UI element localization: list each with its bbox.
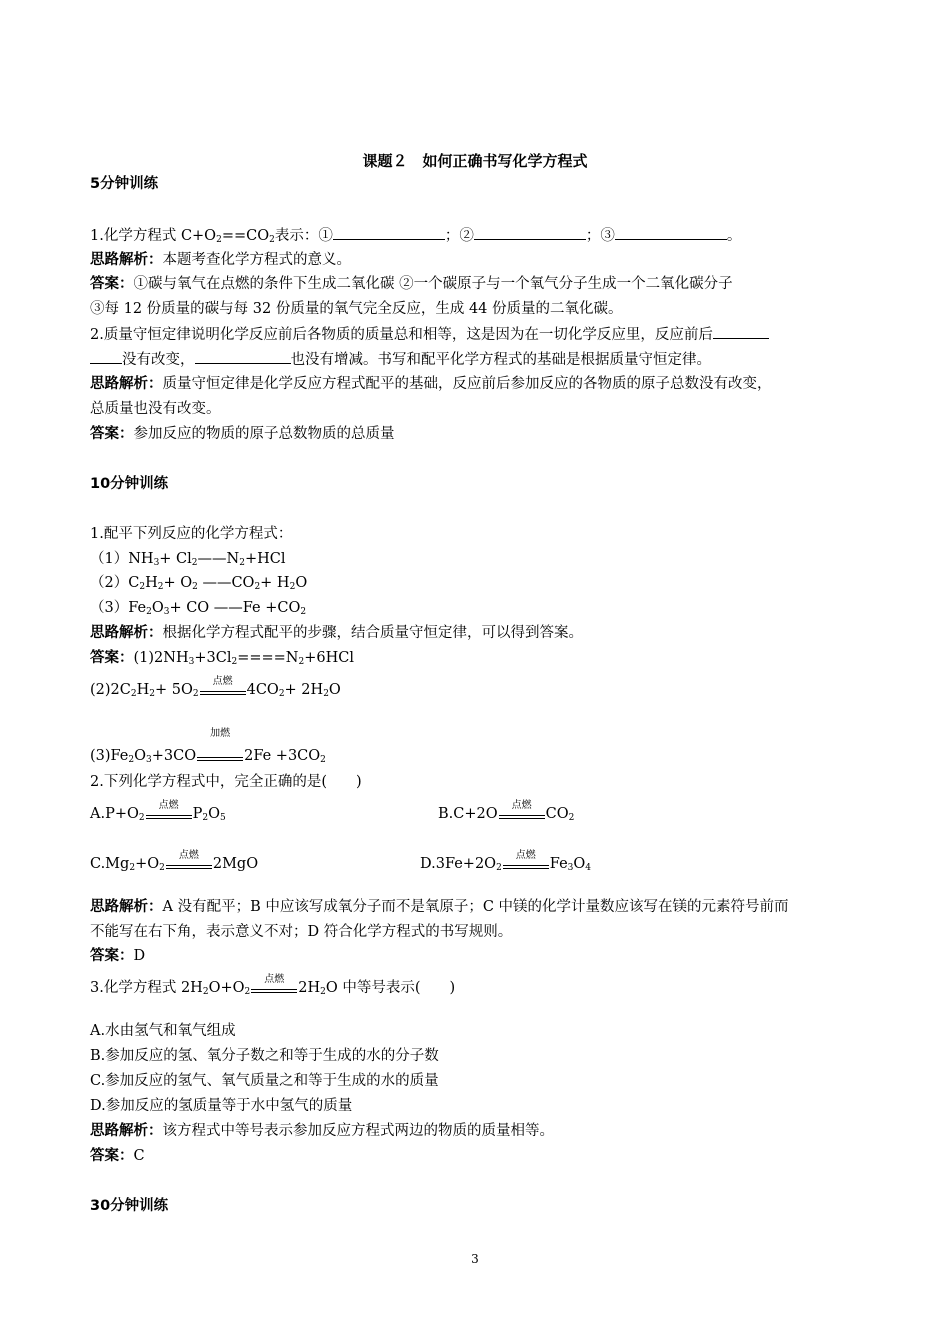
answer-blank[interactable] bbox=[474, 225, 586, 240]
option-d: $D.3Fe+2O_2$ 点燃 $Fe_3O_4$ bbox=[420, 850, 592, 873]
equation-2: $(2)C_2H_2+ O_2$ $——CO_2+ H_2O$ bbox=[90, 575, 308, 592]
option-b: B.参加反应的氢、氧分子数之和等于生成的水的分子数 bbox=[90, 1048, 439, 1064]
analysis-3: 思路解析：该方程式中等号表示参加反应方程式两边的物质的质量相等。 bbox=[90, 1123, 554, 1139]
ignite-condition: 点燃 bbox=[166, 854, 212, 874]
analysis-1: 思路解析：本题考查化学方程式的意义。 bbox=[90, 252, 351, 268]
answer-blank[interactable] bbox=[333, 225, 445, 240]
option-c: C.参加反应的氢气、氧气质量之和等于生成的水的质量 bbox=[90, 1073, 439, 1089]
ignite-condition: 点燃 bbox=[200, 680, 246, 700]
analysis-1: 思路解析：根据化学方程式配平的步骤，结合质量守恒定律，可以得到答案。 bbox=[90, 625, 583, 641]
answer-1-part3: $(3)Fe_2O_3+3CO$ 加燃 $2Fe +3CO_2$ bbox=[90, 728, 326, 765]
analysis-2: 思路解析：质量守恒定律是化学反应方程式配平的基础，反应前后参加反应的各物质的原子总数没有改变， bbox=[90, 376, 772, 392]
ignite-condition: 点燃 bbox=[251, 978, 297, 998]
option-d: D.参加反应的氢质量等于水中氢气的质量 bbox=[90, 1098, 353, 1114]
analysis-2-cont: 总质量也没有改变。 bbox=[90, 401, 221, 417]
section-heading-30min: 30分钟训练 bbox=[90, 1198, 169, 1214]
ignite-condition: 点燃 bbox=[503, 854, 549, 874]
answer-blank[interactable] bbox=[90, 349, 122, 364]
answer-2: 答案：参加反应的物质的原子总数物质的总质量 bbox=[90, 426, 395, 442]
section-heading-5min: 5分钟训练 bbox=[90, 176, 159, 192]
ignite-condition: 点燃 bbox=[499, 804, 545, 824]
question-2: 2.质量守恒定律说明化学反应前后各物质的质量总和相等，这是因为在一切化学反应里，反应前后 bbox=[90, 324, 769, 345]
section-heading-10min: 10分钟训练 bbox=[90, 476, 169, 492]
answer-1: 答案：①碳与氧气在点燃的条件下生成二氧化碳 ②一个碳原子与一个氧气分子生成一个二氧化碳分子 bbox=[90, 276, 733, 292]
answer-1-cont: ③每 12 份质量的碳与每 32 份质量的氧气完全反应，生成 44 份质量的二氧化碳。 bbox=[90, 301, 623, 317]
answer-1-part2: $(2)2C_2H_2+ 5O_2$ 点燃 $4CO_2+ 2H_2O$ bbox=[90, 676, 341, 699]
heat-condition: 加燃 bbox=[197, 742, 243, 766]
question-1: 1.配平下列反应的化学方程式： bbox=[90, 526, 293, 542]
answer-blank[interactable] bbox=[195, 349, 291, 364]
answer-blank[interactable] bbox=[713, 324, 769, 339]
question-2-cont: 没有改变， 也没有增减。书写和配平化学方程式的基础是根据质量守恒定律。 bbox=[90, 349, 711, 370]
answer-1: 答案：$(1)2NH_3+3Cl_2====N_2+6HCl$ bbox=[90, 650, 354, 667]
answer-2: 答案：D bbox=[90, 948, 146, 964]
question-3: 3.化学方程式 $2H_2O+O_2$ 点燃 $2H_2O$ 中等号表示( ) bbox=[90, 974, 456, 997]
analysis-2-cont: 不能写在右下角，表示意义不对；D 符合化学方程式的书写规则。 bbox=[90, 924, 513, 940]
option-b: B.C+2O 点燃 $CO_2$ bbox=[438, 800, 575, 823]
option-c: $C.Mg_2+O_2$ 点燃 2MgO bbox=[90, 850, 259, 873]
answer-3: 答案：C bbox=[90, 1148, 145, 1164]
page-title: 课题２ 如何正确书写化学方程式 bbox=[362, 152, 588, 170]
equation-1: $(1)NH_3+$ $Cl_2——N_2+HCl$ bbox=[90, 551, 286, 568]
analysis-2: 思路解析：A 没有配平；B 中应该写成氧分子而不是氧原子；C 中镁的化学计量数应该写在镁的元素符号前而 bbox=[90, 899, 789, 915]
ignite-condition: 点燃 bbox=[146, 804, 192, 824]
equation-3: $(3)Fe_2O_3+$ CO ——Fe $+CO_2$ bbox=[90, 600, 307, 617]
option-a: $A.P+O_2$ 点燃 $P_2O_5$ bbox=[90, 800, 226, 823]
option-a: A.水由氢气和氧气组成 bbox=[90, 1023, 236, 1039]
question-2: 2.下列化学方程式中，完全正确的是( ) bbox=[90, 774, 362, 790]
question-1: 1.化学方程式 $C+O_2==CO_2$表示：① ；② ；③ 。 bbox=[90, 225, 741, 246]
page-number: 3 bbox=[471, 1252, 479, 1266]
answer-blank[interactable] bbox=[615, 225, 727, 240]
